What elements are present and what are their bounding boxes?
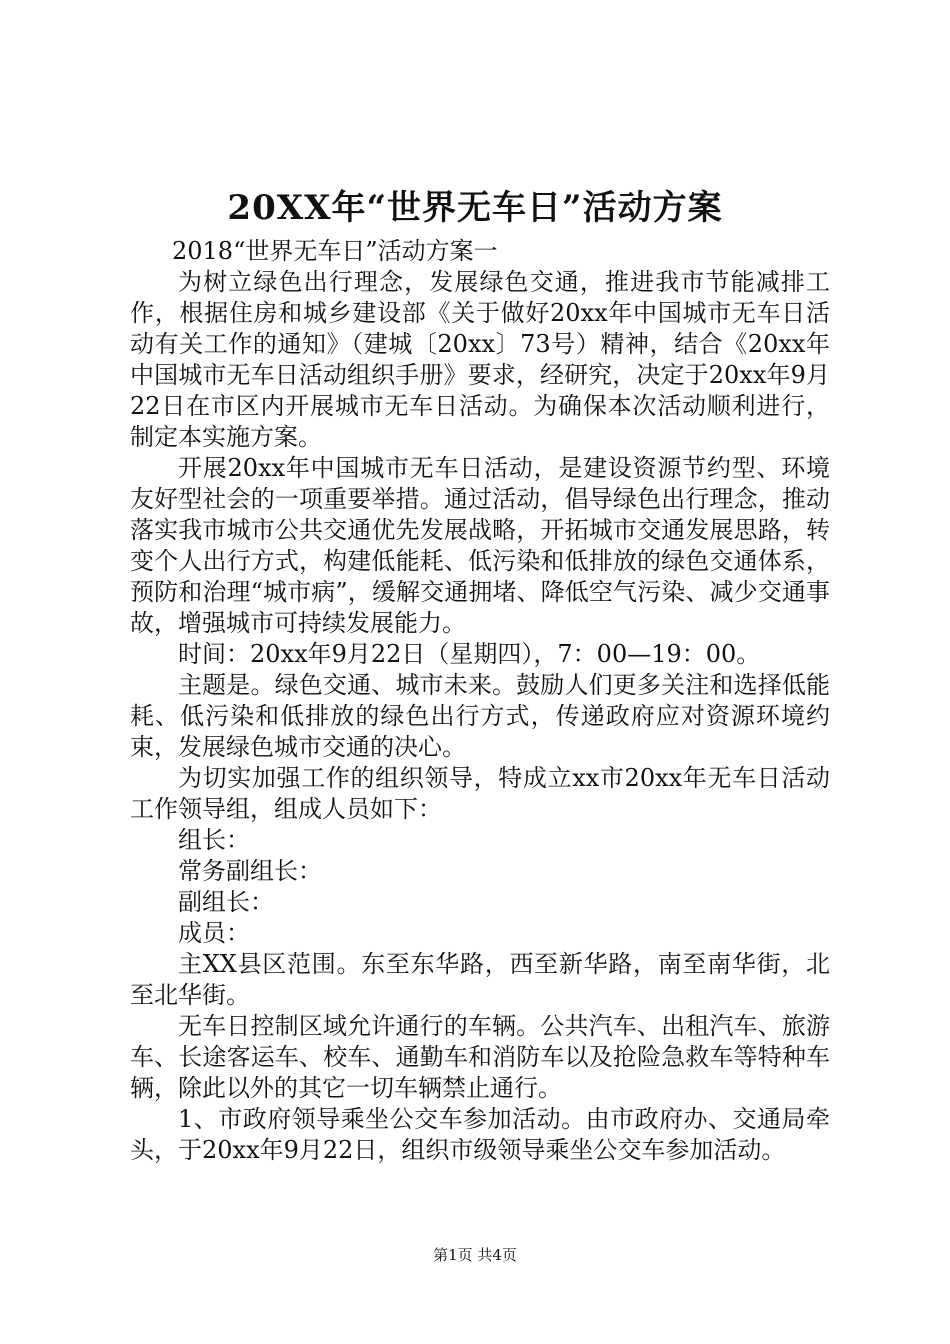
paragraph-deputy-leader: 副组长： <box>178 888 274 916</box>
paragraph-allowed-vehicles: 无车日控制区域允许通行的车辆。公共汽车、出租汽车、旅游车、长途客运车、校车、通勤车和消防车以及抢险急救车等特种车辆，除此以外的其它一切车辆禁止通行。 <box>130 1012 830 1102</box>
paragraph-significance: 开展20xx年中国城市无车日活动，是建设资源节约型、环境友好型社会的一项重要举措。通过活动，倡导绿色出行理念，推动落实我市城市公共交通优先发展战略，开拓城市交通发展思路，转变个人出行方式，构建低能耗、低污染和低排放的绿色交通体系，预防和治理“城市病”，缓解交通拥堵、降低空气污染、减少交通事故，增强城市可持续发展能力。 <box>130 454 830 637</box>
document-subtitle: 2018“世界无车日”活动方案一 <box>172 237 498 265</box>
paragraph-theme: 主题是。绿色交通、城市未来。鼓励人们更多关注和选择低能耗、低污染和低排放的绿色出行方式，传递政府应对资源环境约束，发展绿色城市交通的决心。 <box>130 671 830 761</box>
paragraph-group-leader: 组长： <box>178 826 250 854</box>
paragraph-area: 主XX县区范围。东至东华路，西至新华路，南至南华街，北至北华街。 <box>130 950 830 1009</box>
page-number-footer: 第1页 共4页 <box>433 1246 517 1264</box>
paragraph-leadership: 为切实加强工作的组织领导，特成立xx市20xx年无车日活动工作领导组，组成人员如下： <box>130 764 830 823</box>
paragraph-executive-deputy: 常务副组长： <box>178 857 322 885</box>
paragraph-purpose: 为树立绿色出行理念，发展绿色交通，推进我市节能减排工作，根据住房和城乡建设部《关于做好20xx年中国城市无车日活动有关工作的通知》（建城〔20xx〕73号）精神，结合《20xx年中国城市无车日活动组织手册》要求，经研究，决定于20xx年9月22日在市区内开展城市无车日活动。为确保本次活动顺利进行，制定本实施方案。 <box>130 268 830 451</box>
document-title: 20XX年“世界无车日”活动方案 <box>227 188 723 228</box>
paragraph-members: 成员： <box>178 919 250 947</box>
paragraph-activity-1: 1、市政府领导乘坐公交车参加活动。由市政府办、交通局牵头，于20xx年9月22日，组织市级领导乘坐公交车参加活动。 <box>130 1105 830 1164</box>
paragraph-time: 时间：20xx年9月22日（星期四），7：00—19：00。 <box>178 640 761 668</box>
document-body <box>130 236 830 1166</box>
